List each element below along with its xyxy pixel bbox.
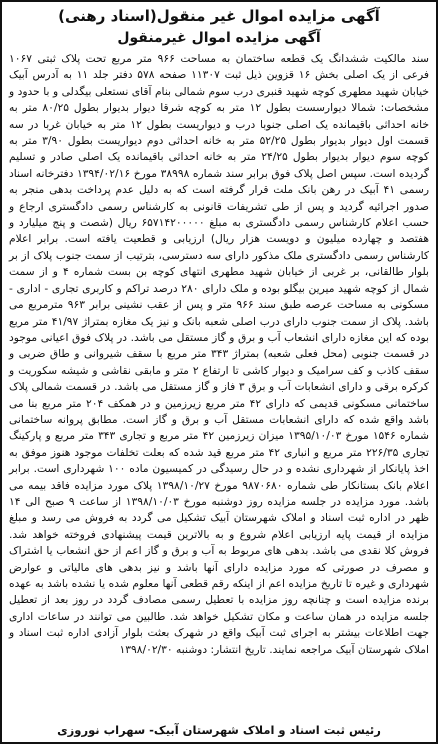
notice-title: آگهی مزایده اموال غیر منقول(اسناد رهنی) <box>58 7 380 25</box>
notice-signature: رئیس ثبت اسناد و املاک شهرستان آبیک- سهراب نوروزی <box>57 723 381 737</box>
notice-subtitle: آگهی مزایده اموال غیرمنقول <box>117 30 321 46</box>
notice-body: سند مالکیت ششدانگ یک قطعه ساختمان به مساحت ۹۶۶ متر مربع تحت پلاک ثبتی ۱۰۶۷ فرعی از یک اصلی بخش ۱۶ قزوین ذیل ثبت ۱۱۳۰۷ صفحه ۵۷۸ دفتر جلد ۱۱ به آدرس آبیک خیابان شهید مطهری کوچه شهید قنبری درب سوم شمالی بنام آقای نستعلی بیگدلی و با حدود و مشخصات: شمالا دیوارسست بطول ۱۲ متر به کوچه شرقا دیوار بدیوار بطول ۸۰/۲۵ متر به خانه احداثی باقیمانده یک اصلی جنوبا درب و دیواریست بطول ۱۲ متر به خیابان غربا در سه قسمت اول دیوار بدیوار بطول ۵۲/۲۵ متر به خانه احداثی دوم دیواریست بطول ۳/۹۰ متر به کوچه سوم دیوار بدیوار بطول ۲۴/۲۵ متر به خانه احداثی باقیمانده یک اصلی صادر و تسلیم گردیده است. سپس اصل پلاک فوق برابر سند شماره ۳۸۹۹۸ مورخ ۱۳۹۴/۰۲/۱۶ دفترخانه اسناد رسمی ۴۱ آبیک در رهن بانک ملت قرار گرفته است که به دلیل عدم پرداخت بدهی منجر به صدور اجرائیه گردید و پس از طی تشریفات قانونی به کارشناس رسمی دادگستری ارجاع و حسب اعلام کارشناس رسمی دادگستری به مبلغ ۶۵۷۱۴۲۰۰۰۰۰ ریال (شصت و پنج میلیارد و هفتصد و چهارده میلیون و دویست هزار ریال) ارزیابی و قطعیت یافته است. برابر اعلام کارشناس رسمی دادگستری ملک مذکور دارای سه دسترسی، بترتیب از سمت جنوب پلاک از بر بلوار طالقانی، بر غربی از خیابان شهید مطهری انتهای کوچه بن بست شماره ۴ و از سمت شمال از کوچه شهید میرین بیگلو بوده و ملک دارای ۲۸۰ درصد تراکم و کاربری تجاری - اداری - مسکونی به مساحت عرصه طبق سند ۹۶۶ متر و پس از عقب نشینی برابر ۹۶۳ مترمربع می باشد. پلاک از سمت جنوب دارای درب اصلی شعبه بانک و نیز یک مغازه بمتراژ ۴۱/۹۷ متر مربع بوده که این مغازه دارای انشعاب آب و برق و گاز مستقل می باشد. در پلاک فوق اعیانی موجود در قسمت جنوبی (محل فعلی شعبه) بمتراژ ۳۴۳ متر مربع با سقف شیروانی و طاق ضربی و سقف کاذب و کف سرامیک و دیوار کاشی تا ارتفاع ۲ متر و مابقی نقاشی و شیشه سکوریت و کرکره برقی و دارای انشعابات آب و برق ۳ فاز و گاز مستقل می باشد. در قسمت شمالی پلاک ساختمانی مسکونی قدیمی که دارای ۴۲ متر مربع زیرزمین و در همکف ۲۰۴ متر مربع بنا می باشد واقع شده که دارای انشعابات مستقل آب و برق و گاز است. مطابق پروانه ساختمانی شماره ۱۵۴۶ مورخ ۱۳۹۵/۱۰/۰۳ میزان زیرزمین ۴۲ متر مربع و تجاری ۳۴۳ متر مربع و پارکینگ تجاری ۲۲۶/۳۵ متر مربع و انباری ۴۲ متر مربع قید شده که بعلت تخلفات موجود هنوز موفق به اخذ پایانکار از شهرداری نشده و در حال رسیدگی در کمیسیون ماده ۱۰۰ شهرداری است. برابر اعلام بانک بستانکار طی شماره ۹۸۷۰۶۸۰ مورخ ۱۳۹۸/۱۰/۲۷ پلاک مورد مزایده فاقد بیمه می باشد. مورد مزایده در جلسه مزایده روز دوشنبه مورخ ۱۳۹۸/۱۰/۰۳ از ساعت ۹ صبح الی ۱۴ ظهر در اداره ثبت اسناد و املاک شهرستان آبیک تشکیل می گردد به فروش می رسد و مبلغ مزایده از قیمت پایه ارزیابی اعلام شروع و به بالاترین قیمت پیشنهادی فروخته خواهد شد. فروش کلا نقدی می باشد. بدهی های مربوط به آب و برق و گاز اعم از حق انشعاب یا اشتراک و مصرف در صورتی که مورد مزایده دارای آنها باشد و نیز بدهی های مالیاتی و عوارض شهرداری و غیره تا تاریخ مزایده اعم از اینکه رقم قطعی آنها معلوم شده یا نشده باشد به عهده برنده مزایده است و چنانچه روز مزایده با تعطیل رسمی مصادف گردد در روز بعد از تعطیل جلسه مزایده در همان ساعت و مکان تشکیل خواهد شد. طالبین می توانند در ساعات اداری جهت اطلاعات بیشتر به اجرای ثبت آبیک واقع در شهرک بعثت بلوار آزادی اداره ثبت اسناد و املاک شهرستان آبیک مراجعه نمایند. تاریخ انتشار: دوشنبه ۱۳۹۸/۰۲/۳۰ <box>9 52 430 656</box>
